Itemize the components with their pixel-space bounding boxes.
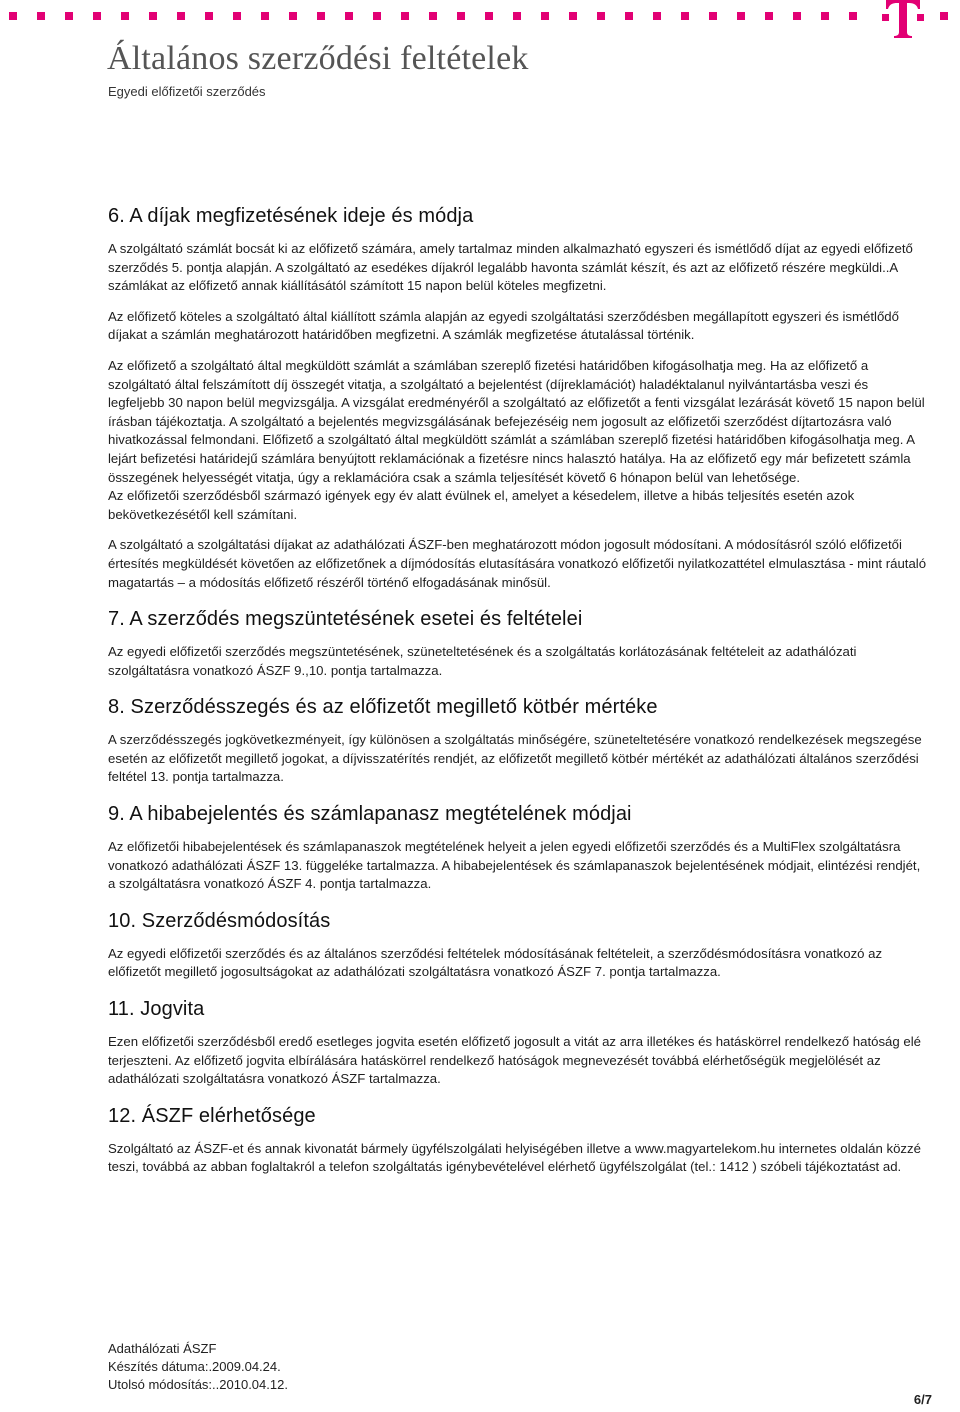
brand-square — [37, 12, 45, 20]
brand-square — [317, 12, 325, 20]
section-heading: 10. Szerződésmódosítás — [108, 909, 331, 932]
brand-square — [149, 12, 157, 20]
document-footer — [108, 1340, 288, 1394]
t-logo-icon — [878, 0, 928, 38]
section-8 — [108, 696, 928, 787]
brand-square — [597, 12, 605, 20]
brand-square — [429, 12, 437, 20]
page-number: 6/7 — [913, 1392, 932, 1407]
brand-square — [821, 12, 829, 20]
brand-square — [121, 12, 129, 20]
section-12 — [108, 1105, 928, 1177]
brand-square — [625, 12, 633, 20]
brand-square — [457, 12, 465, 20]
section-7 — [108, 608, 928, 680]
paragraph: Az egyedi előfizetői szerződés megszüntetésének, szüneteltetésének és a szolgáltatás korlátozásának feltételeit az adathálózati szolgáltatásra vonatkozó ÁSZF 9.,10. pontja tartalmazza. — [108, 644, 857, 678]
paragraph: A szolgáltató számlát bocsát ki az előfizető számára, amely tartalmaz minden alkalmazható egyszeri és ismétlődő díjat az egyedi előfizető szerződés 5. pontja alapján. A szolgáltató az esedékes díjakról legalább havonta számlát készít, és azt az előfizető részére megküldi..A számlákat az előfizető annak kiállításától számított 15 napon belül köteles megfizetni. — [108, 241, 913, 294]
section-9 — [108, 803, 928, 894]
brand-square — [681, 12, 689, 20]
paragraph: Szolgáltató az ÁSZF-et és annak kivonatát bármely ügyfélszolgálati helyiségében illetve a www.magyartelekom.hu internetes oldalán közzé teszi, továbbá az abban foglaltakról a telefon szolgáltatás igénybevételével elérhető ügyfélszolgálat (tel.: 1412 ) szóbeli tájékoztatást ad. — [108, 1140, 921, 1175]
paragraph: Az egyedi előfizetői szerződés és az általános szerződési feltételek módosításának feltételeit, a szerződésmódosításra vonatkozó az előfizetőt megillető jogosultságokat az adathálózati szolgáltatásra vonatkozó ÁSZF 7. pontja tartalmazza. — [108, 945, 883, 980]
brand-square — [177, 12, 185, 20]
brand-square — [513, 12, 521, 20]
brand-square — [345, 12, 353, 20]
section-heading: 8. Szerződésszegés és az előfizetőt megillető kötbér mértéke — [108, 696, 658, 719]
brand-square — [765, 12, 773, 20]
brand-square — [709, 12, 717, 20]
brand-square — [401, 12, 409, 20]
brand-square — [373, 12, 381, 20]
document-body — [108, 205, 928, 1193]
brand-square — [205, 12, 213, 20]
section-6 — [108, 205, 928, 592]
section-heading: 12. ÁSZF elérhetősége — [108, 1104, 316, 1127]
paragraph: Az előfizető a szolgáltató által megküldött számlát a számlában szereplő fizetési határidőben kifogásolhatja meg. Ha az előfizető a szolgáltató által felszámított díj összegét vitatja, a szolgáltató a bejelentést (díjreklamációt) haladéktalanul nyilvántartásba veszi és legfeljebb 30 napon belül megvizsgálja. A vizsgálat eredményéről a szolgáltató az előfizetőt a fenti vizsgálat lezárását követő 15 napon belül írásban tájékoztatja. A szolgáltató a bejelentés megvizsgálásának befejezéséig nem jogosult az előfizetői szerződést díjtartozásra való hivatkozással felmondani. Előfizető a szolgáltató által megküldött számlát a számlában szereplő fizetési határidőben kifogásolhatja meg. A lejárt befizetési határidejű számlára benyújtott reklamációnak a fizetésre nincs halasztó hatálya. Ha az előfizető egy már befizetett számla összegének helyességét vitatja, úgy a reklamációra csak a számla teljesítését követő 6 hónapon belül van lehetősége. — [108, 357, 925, 485]
brand-square — [569, 12, 577, 20]
section-10 — [108, 910, 928, 982]
brand-square — [793, 12, 801, 20]
footer-doc-name: Adathálózati ÁSZF — [108, 1341, 217, 1356]
brand-square — [485, 12, 493, 20]
brand-square — [233, 12, 241, 20]
section-heading: 9. A hibabejelentés és számlapanasz megtételének módjai — [108, 803, 632, 826]
footer-modified-date: Utolsó módosítás:..2010.04.12. — [108, 1377, 288, 1392]
section-heading: 6. A díjak megfizetésének ideje és módja — [108, 205, 474, 227]
brand-square — [653, 12, 661, 20]
paragraph: Ezen előfizetői szerződésből eredő esetleges jogvita esetén előfizető jogosult a vitát az arra illetékes és hatáskörrel rendelkező hatóság elé terjeszteni. Az előfizető jogvita elbírálására hatáskörrel rendelkező hatóságok megnevezését továbbá elérhetőségük megjelölését az adathálózati szolgáltatásra vonatkozó ÁSZF tartalmazza. — [108, 1034, 921, 1087]
brand-square — [541, 12, 549, 20]
brand-square — [940, 12, 948, 20]
brand-square — [65, 12, 73, 20]
footer-created-date: Készítés dátuma:.2009.04.24. — [108, 1359, 281, 1374]
brand-square — [289, 12, 297, 20]
brand-square — [849, 12, 857, 20]
paragraph: A szerződésszegés jogkövetkezményeit, így különösen a szolgáltatás minőségére, szüneteltetésére vonatkozó rendelkezések megszegése esetén az előfizetőt megillető jogokat, a díjvisszatérítés rendjét, az előfizetőt megillető kötbér mértékét az adathálózati általános szerződési feltétel 13. pontja tartalmazza. — [108, 732, 922, 785]
paragraph: A szolgáltató a szolgáltatási díjakat az adathálózati ÁSZF-ben meghatározott módon jogosult módosítani. A módosításról szóló előfizetői értesítés megküldését követően az előfizetőnek a díjmódosítás elutasítására vonatkozó előfizetői nyilatkozattétel elmulasztása - mint ráutaló magatartás – a módosítás előfizető részéről történő elfogadásának minősül. — [108, 537, 927, 590]
section-heading: 11. Jogvita — [108, 998, 205, 1021]
brand-dot-bar — [0, 12, 960, 24]
section-heading: 7. A szerződés megszüntetésének esetei és feltételei — [108, 608, 583, 631]
brand-square — [9, 12, 17, 20]
paragraph: Az előfizetői szerződésből származó igények egy év alatt évülnek el, amelyet a késedelem, illetve a hibás teljesítés esetén azok bekövetkezésétől kell számítani. — [108, 488, 855, 522]
document-title: Általános szerződési feltételek — [107, 40, 529, 77]
document-subtitle: Egyedi előfizetői szerződés — [108, 84, 266, 99]
brand-square — [261, 12, 269, 20]
section-11 — [108, 998, 928, 1089]
paragraph: Az előfizető köteles a szolgáltató által kiállított számla alapján az egyedi szolgáltatási szerződésben megállapított egyszeri és ismétlődő díjakat a számlán meghatározott határidőben megfizetni. A számlák megfizetése átutalással történik. — [108, 308, 899, 343]
brand-square — [737, 12, 745, 20]
paragraph: Az előfizetői hibabejelentések és számlapanaszok megtételének helyeit a jelen egyedi előfizetői szerződés és a MultiFlex szolgáltatásra vonatkozó adathálózati ÁSZF 13. függeléke tartalmazza. A hibabejelentések és számlapanaszok bejelentésének módjait, elintézési rendjét, a szolgáltatásra vonatkozó ÁSZF 4. pontja tartalmazza. — [108, 839, 921, 892]
brand-square — [93, 12, 101, 20]
